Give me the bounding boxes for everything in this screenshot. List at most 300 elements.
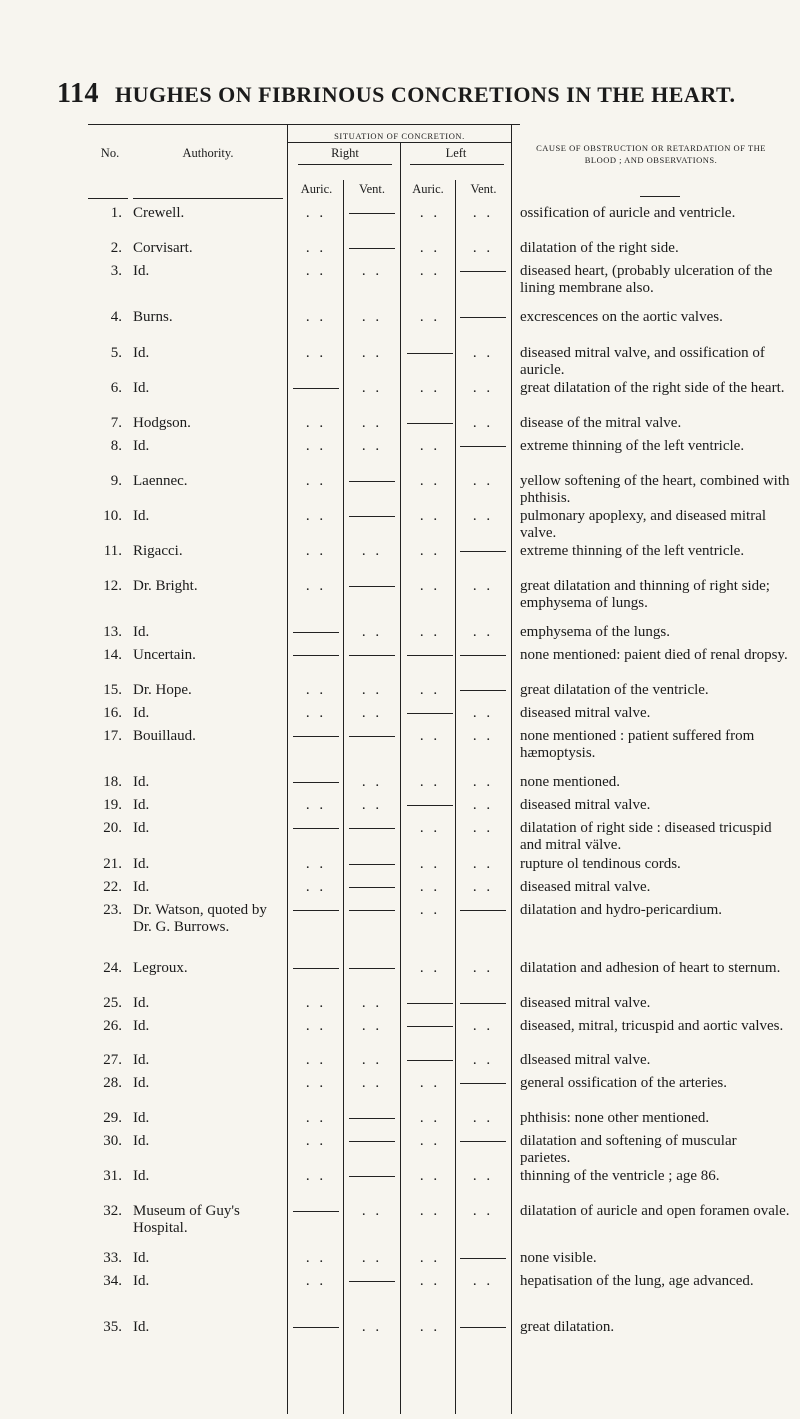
row-observation: none mentioned : patient suffered from hæmoptysis. [520,728,755,761]
row-observation: great dilatation of the right side of the heart. [520,380,785,396]
dots-mark: . . [419,1075,441,1091]
mark-right-auric [291,879,341,896]
dots-mark: . . [361,415,383,431]
mark-left-vent [458,728,508,745]
dots-mark: . . [472,774,494,790]
row-authority: Id. [133,1133,150,1149]
col-header-left: Left [445,146,467,160]
mark-right-auric [291,345,341,362]
dots-mark: . . [361,1075,383,1091]
row-authority: Dr. Watson, quoted by Dr. G. Burrows. [133,902,267,935]
mark-right-auric [291,774,341,791]
row-number: 4. [110,309,122,325]
row-authority: Uncertain. [133,647,196,663]
mark-right-auric [291,856,341,873]
mark-left-auric [405,682,455,699]
dots-mark: . . [472,1168,494,1184]
mark-left-vent [458,797,508,814]
mark-left-vent [458,345,508,362]
mark-right-vent [347,543,397,560]
mark-left-auric [405,1018,455,1035]
dash-mark [349,887,395,888]
dots-mark: . . [419,1168,441,1184]
dots-mark: . . [305,345,327,361]
mark-right-vent [347,682,397,699]
col-header-no: No. [100,146,120,160]
row-number: 6. [110,380,122,396]
mark-left-vent [458,705,508,722]
mark-right-vent [347,309,397,326]
mark-left-auric [405,508,455,525]
dash-mark [407,1060,453,1061]
row-number: 26. [103,1018,122,1034]
dots-mark: . . [472,820,494,836]
mark-left-vent [458,647,508,664]
row-observation: dilatation and adhesion of heart to sternum. [520,960,781,976]
mark-left-auric [405,797,455,814]
dots-mark: . . [472,380,494,396]
mark-right-auric [291,647,341,664]
mark-right-auric [291,508,341,525]
left-auric-vent-divider [455,180,456,1414]
mark-right-vent [347,856,397,873]
row-observation: emphysema of the lungs. [520,624,670,640]
mark-left-vent [458,578,508,595]
mark-left-vent [458,380,508,397]
no-underline [88,198,128,199]
mark-right-vent [347,438,397,455]
row-number: 7. [110,415,122,431]
mark-left-auric [405,705,455,722]
mark-right-auric [291,309,341,326]
dash-mark [349,968,395,969]
situation-left-rule [287,124,288,1414]
dash-mark [407,1003,453,1004]
dash-mark [293,1327,339,1328]
dots-mark: . . [361,263,383,279]
row-authority: Id. [133,1052,150,1068]
mark-right-auric [291,263,341,280]
mark-right-vent [347,624,397,641]
row-number: 3. [110,263,122,279]
mark-right-vent [347,508,397,525]
mark-left-vent [458,473,508,490]
row-observation: great dilatation. [520,1319,615,1335]
row-number: 9. [110,473,122,489]
dash-mark [349,516,395,517]
mark-right-vent [347,1319,397,1336]
col-header-right-auric: Auric. [300,182,333,196]
dash-mark [293,782,339,783]
row-observation: diseased mitral valve. [520,705,651,721]
dots-mark: . . [472,856,494,872]
mark-left-vent [458,508,508,525]
mark-right-auric [291,415,341,432]
row-authority: Hodgson. [133,415,191,431]
col-header-left-auric: Auric. [412,182,444,196]
row-number: 13. [103,624,122,640]
dots-mark: . . [305,682,327,698]
dash-mark [293,388,339,389]
dots-mark: . . [361,682,383,698]
mark-right-vent [347,1168,397,1185]
row-observation: diseased mitral valve, and ossification of auricle. [520,345,765,378]
mark-right-auric [291,624,341,641]
dots-mark: . . [419,902,441,918]
row-observation: dilatation and softening of muscular parietes. [520,1133,737,1166]
dots-mark: . . [305,543,327,559]
mark-right-auric [291,578,341,595]
dots-mark: . . [472,205,494,221]
col-header-right-vent: Vent. [358,182,386,196]
mark-left-vent [458,1018,508,1035]
row-authority: Id. [133,345,150,361]
row-number: 15. [103,682,122,698]
mark-right-auric [291,1203,341,1220]
dots-mark: . . [419,543,441,559]
mark-right-auric [291,705,341,722]
dots-mark: . . [305,995,327,1011]
dash-mark [293,910,339,911]
mark-right-vent [347,995,397,1012]
dots-mark: . . [305,879,327,895]
col-header-left-vent: Vent. [470,182,497,196]
dots-mark: . . [472,728,494,744]
mark-left-auric [405,345,455,362]
row-authority: Id. [133,1110,150,1126]
mark-right-auric [291,902,341,919]
mark-right-auric [291,820,341,837]
dots-mark: . . [472,473,494,489]
mark-left-vent [458,1273,508,1290]
row-observation: diseased mitral valve. [520,797,651,813]
mark-right-vent [347,797,397,814]
row-number: 25. [103,995,122,1011]
dots-mark: . . [305,705,327,721]
dots-mark: . . [361,995,383,1011]
mark-right-vent [347,415,397,432]
row-observation: extreme thinning of the left ventricle. [520,438,745,454]
dots-mark: . . [305,1018,327,1034]
row-observation: phthisis: none other mentioned. [520,1110,710,1126]
mark-left-auric [405,1203,455,1220]
row-observation: diseased heart, (probably ulceration of the lining membrane also. [520,263,773,296]
dots-mark: . . [472,705,494,721]
dots-mark: . . [361,797,383,813]
dash-mark [407,353,453,354]
row-authority: Id. [133,1250,150,1266]
dots-mark: . . [361,1250,383,1266]
row-number: 21. [103,856,122,872]
mark-right-vent [347,1203,397,1220]
row-observation: none mentioned: paient died of renal dropsy. [520,647,788,663]
mark-left-vent [458,1052,508,1069]
mark-right-vent [347,728,397,745]
mark-right-auric [291,1319,341,1336]
row-observation: ossification of auricle and ventricle. [520,205,736,221]
dots-mark: . . [361,1052,383,1068]
row-observation: general ossification of the arteries. [520,1075,727,1091]
dots-mark: . . [419,820,441,836]
mark-right-vent [347,705,397,722]
col-header-right: Right [331,146,359,160]
mark-right-vent [347,1075,397,1092]
dots-mark: . . [419,856,441,872]
mark-right-auric [291,543,341,560]
dots-mark: . . [419,380,441,396]
dots-mark: . . [472,797,494,813]
mark-right-auric [291,1273,341,1290]
mark-left-auric [405,879,455,896]
mark-left-vent [458,856,508,873]
mark-left-auric [405,647,455,664]
mark-left-auric [405,1273,455,1290]
row-observation: dilatation and hydro-pericardium. [520,902,723,918]
dots-mark: . . [361,345,383,361]
row-observation: none mentioned. [520,774,620,790]
dash-mark [349,1118,395,1119]
dots-mark: . . [361,309,383,325]
row-authority: Id. [133,1018,150,1034]
dash-mark [293,632,339,633]
dots-mark: . . [419,438,441,454]
dots-mark: . . [472,960,494,976]
row-authority: Id. [133,705,150,721]
mark-left-vent [458,1250,508,1267]
mark-right-auric [291,995,341,1012]
mark-left-vent [458,995,508,1012]
row-authority: Dr. Bright. [133,578,198,594]
dots-mark: . . [472,240,494,256]
dots-mark: . . [361,1203,383,1219]
dots-mark: . . [419,473,441,489]
row-number: 1. [110,205,122,221]
mark-left-vent [458,902,508,919]
mark-right-vent [347,1018,397,1035]
row-number: 22. [103,879,122,895]
row-number: 16. [103,705,122,721]
left-brace [410,164,504,165]
row-authority: Id. [133,995,150,1011]
row-authority: Id. [133,1075,150,1091]
row-observation: dilatation of the right side. [520,240,679,256]
dots-mark: . . [419,1319,441,1335]
dots-mark: . . [419,774,441,790]
mark-left-vent [458,1075,508,1092]
row-observation: excrescences on the aortic valves. [520,309,723,325]
row-observation: dlseased mitral valve. [520,1052,651,1068]
dots-mark: . . [472,879,494,895]
dash-mark [460,655,506,656]
right-auric-vent-divider [343,180,344,1414]
dots-mark: . . [472,1052,494,1068]
mark-left-auric [405,728,455,745]
row-authority: Corvisart. [133,240,193,256]
authority-underline [133,198,283,199]
row-authority: Id. [133,774,150,790]
mark-left-auric [405,263,455,280]
dash-mark [460,1083,506,1084]
mark-right-auric [291,682,341,699]
dots-mark: . . [419,1133,441,1149]
row-authority: Id. [133,508,150,524]
mark-left-vent [458,1133,508,1150]
row-authority: Museum of Guy's Hospital. [133,1203,240,1236]
mark-left-vent [458,774,508,791]
dash-mark [407,655,453,656]
dots-mark: . . [419,1203,441,1219]
row-authority: Bouillaud. [133,728,196,744]
dots-mark: . . [419,879,441,895]
dots-mark: . . [305,1168,327,1184]
dots-mark: . . [305,508,327,524]
row-authority: Legroux. [133,960,188,976]
mark-left-auric [405,1319,455,1336]
dots-mark: . . [305,1052,327,1068]
dots-mark: . . [305,1133,327,1149]
mark-left-auric [405,578,455,595]
dash-mark [349,864,395,865]
dash-mark [460,1003,506,1004]
running-head [57,78,736,110]
row-number: 20. [103,820,122,836]
dots-mark: . . [361,1319,383,1335]
mark-left-auric [405,995,455,1012]
mark-right-vent [347,240,397,257]
dots-mark: . . [419,205,441,221]
dash-mark [293,736,339,737]
mark-right-vent [347,263,397,280]
mark-right-auric [291,473,341,490]
row-number: 19. [103,797,122,813]
dots-mark: . . [305,309,327,325]
mark-left-auric [405,1168,455,1185]
mark-left-auric [405,1052,455,1069]
row-authority: Id. [133,856,150,872]
mark-right-auric [291,797,341,814]
mark-left-vent [458,543,508,560]
mark-left-auric [405,774,455,791]
dots-mark: . . [361,1018,383,1034]
mark-left-auric [405,240,455,257]
mark-right-vent [347,774,397,791]
mark-left-auric [405,856,455,873]
dash-mark [349,1141,395,1142]
row-authority: Id. [133,797,150,813]
row-number: 17. [103,728,122,744]
mark-left-vent [458,1110,508,1127]
mark-right-vent [347,820,397,837]
mark-right-auric [291,960,341,977]
row-number: 27. [103,1052,122,1068]
dots-mark: . . [305,1250,327,1266]
dots-mark: . . [305,578,327,594]
row-observation: dilatation of auricle and open foramen ovale. [520,1203,790,1219]
page-number: 114 [57,78,99,109]
row-authority: Id. [133,879,150,895]
mark-left-auric [405,205,455,222]
mark-left-auric [405,309,455,326]
dash-mark [460,690,506,691]
mark-left-vent [458,309,508,326]
mark-left-vent [458,240,508,257]
row-observation: rupture ol tendinous cords. [520,856,681,872]
mark-right-auric [291,1052,341,1069]
row-observation: extreme thinning of the left ventricle. [520,543,745,559]
row-observation: dilatation of right side : diseased tricuspid and mitral välve. [520,820,772,853]
dots-mark: . . [305,1273,327,1289]
row-observation: diseased, mitral, tricuspid and aortic valves. [520,1018,784,1034]
dots-mark: . . [472,578,494,594]
dash-mark [349,586,395,587]
mark-left-auric [405,624,455,641]
mark-right-vent [347,1052,397,1069]
mark-right-vent [347,1133,397,1150]
dots-mark: . . [305,797,327,813]
mark-left-vent [458,682,508,699]
mark-left-auric [405,1110,455,1127]
dash-mark [460,271,506,272]
row-observation: great dilatation and thinning of right side; emphysema of lungs. [520,578,770,611]
row-observation: none visible. [520,1250,597,1266]
row-number: 35. [103,1319,122,1335]
dots-mark: . . [419,728,441,744]
dash-mark [460,551,506,552]
row-observation: yellow softening of the heart, combined with phthisis. [520,473,790,506]
dots-mark: . . [305,856,327,872]
row-observation: diseased mitral valve. [520,995,651,1011]
dash-mark [293,828,339,829]
dash-mark [349,655,395,656]
row-number: 32. [103,1203,122,1219]
dash-mark [349,1281,395,1282]
mark-left-auric [405,902,455,919]
row-observation: great dilatation of the ventricle. [520,682,709,698]
col-header-authority: Authority. [182,146,234,160]
row-observation: hepatisation of the lung, age advanced. [520,1273,754,1289]
right-left-divider [400,142,401,1414]
dots-mark: . . [419,1273,441,1289]
dots-mark: . . [419,240,441,256]
mark-right-vent [347,1110,397,1127]
mark-left-auric [405,543,455,560]
dots-mark: . . [419,263,441,279]
mark-left-auric [405,1133,455,1150]
dash-mark [460,1141,506,1142]
mark-right-vent [347,1273,397,1290]
row-number: 11. [103,543,122,559]
row-authority: Id. [133,1273,150,1289]
row-number: 29. [103,1110,122,1126]
dash-mark [349,248,395,249]
mark-right-auric [291,1075,341,1092]
mark-right-auric [291,1018,341,1035]
dash-mark [349,1176,395,1177]
dash-mark [349,481,395,482]
mark-right-auric [291,205,341,222]
row-authority: Id. [133,263,150,279]
mark-right-auric [291,1133,341,1150]
mark-left-vent [458,1203,508,1220]
dots-mark: . . [472,1110,494,1126]
dots-mark: . . [305,438,327,454]
dots-mark: . . [419,309,441,325]
row-authority: Id. [133,1319,150,1335]
row-number: 10. [103,508,122,524]
mark-right-vent [347,902,397,919]
col-header-cause: CAUSE OF OBSTRUCTION OR RETARDATION OF THE BLOOD ; AND OBSERVATIONS. [536,143,766,165]
mark-left-vent [458,415,508,432]
